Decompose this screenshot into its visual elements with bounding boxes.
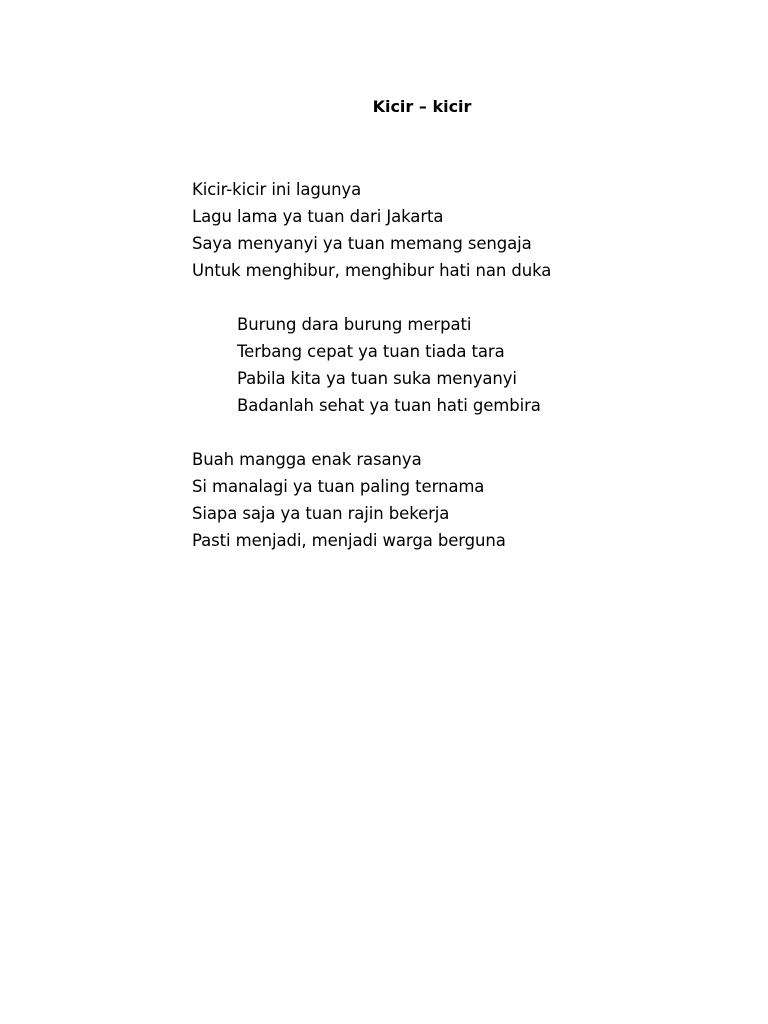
lyric-line: Si manalagi ya tuan paling ternama [192, 477, 485, 496]
lyric-line: Badanlah sehat ya tuan hati gembira [237, 396, 541, 415]
lyric-line: Lagu lama ya tuan dari Jakarta [192, 207, 444, 226]
lyric-line: Burung dara burung merpati [237, 315, 472, 334]
lyric-line: Pabila kita ya tuan suka menyanyi [237, 369, 517, 388]
lyric-line: Untuk menghibur, menghibur hati nan duka [192, 261, 552, 280]
lyric-line: Saya menyanyi ya tuan memang sengaja [192, 234, 532, 253]
lyric-line: Pasti menjadi, menjadi warga berguna [192, 531, 506, 550]
page-title: Kicir – kicir [372, 97, 472, 116]
lyric-line: Siapa saja ya tuan rajin bekerja [192, 504, 450, 523]
lyrics-body [192, 176, 712, 581]
lyric-line: Terbang cepat ya tuan tiada tara [237, 342, 505, 361]
stanza-2 [192, 311, 712, 419]
stanza-3 [192, 446, 712, 554]
lyric-line: Buah mangga enak rasanya [192, 450, 422, 469]
lyric-line: Kicir-kicir ini lagunya [192, 180, 362, 199]
stanza-1 [192, 176, 712, 284]
